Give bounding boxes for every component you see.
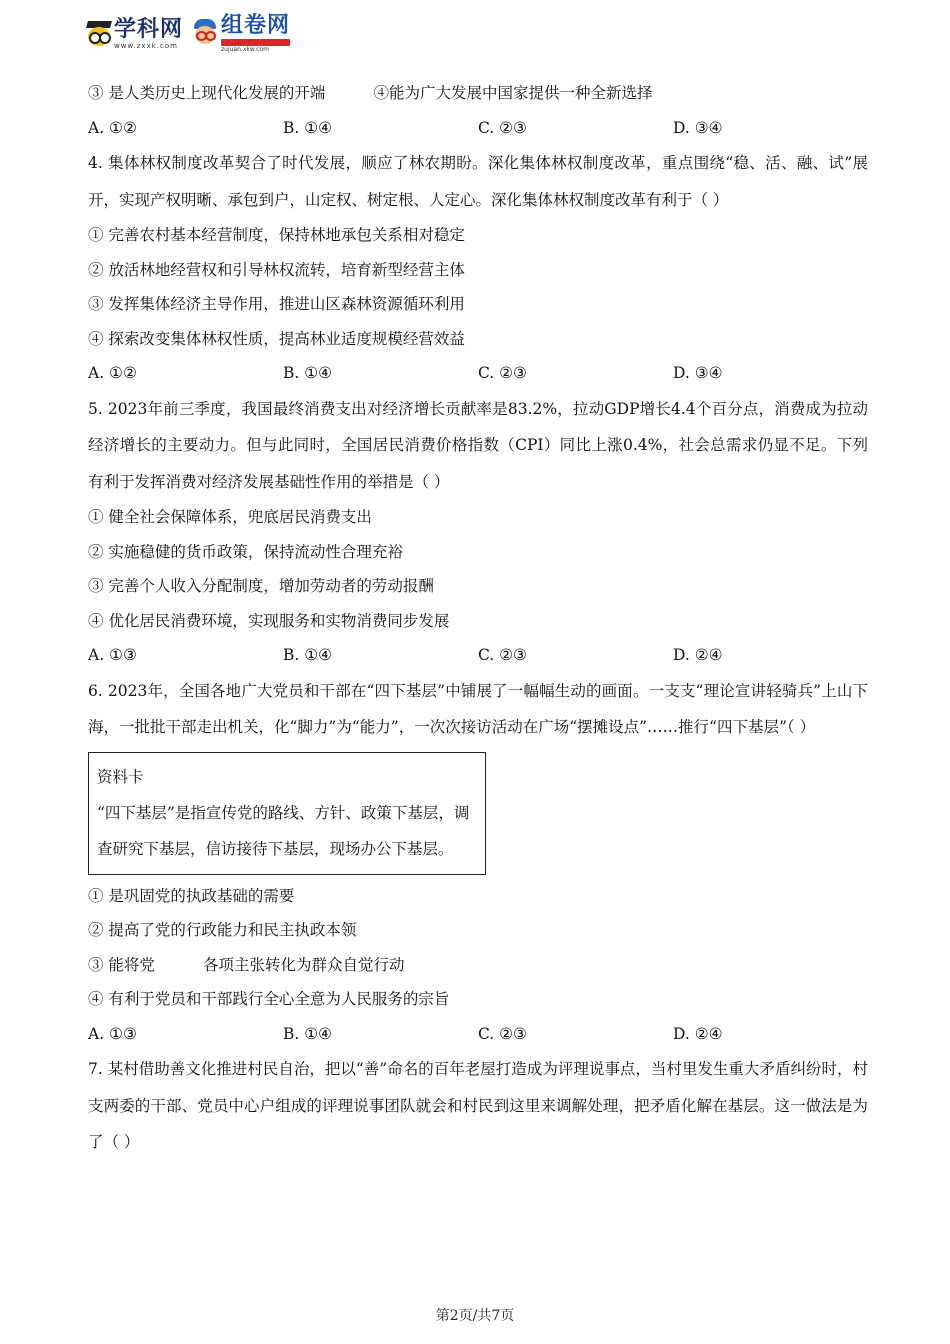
q5-option-b[interactable]: B. ①④ [283, 646, 333, 664]
q3-item-4: ④能为广大发展中国家提供一种全新选择 [373, 84, 653, 102]
q4-option-a[interactable]: A. ①② [88, 364, 137, 382]
q3-options [88, 111, 868, 146]
q5-item-1: ① 健全社会保障体系，兜底居民消费支出 [88, 508, 372, 526]
q4-item-4: ④ 探索改变集体林权性质，提高林业适度规模经营效益 [88, 329, 465, 348]
q5-options [88, 638, 868, 673]
q4-option-c[interactable]: C. ②③ [478, 364, 527, 382]
q4-option-b[interactable]: B. ①④ [283, 364, 333, 382]
q6-item-3-part-a: ③ 能将党 [88, 955, 155, 974]
q4-stem: 4. 集体林权制度改革契合了时代发展，顺应了林农期盼。深化集体林权制度改革，重点围绕“稳、活、融、试”展开，实现产权明晰、承包到户，山定权、树定根、人定心。深化集体林权制度改革有利于（ ） [88, 154, 868, 209]
q6-item-2: ② 提高了党的行政能力和民主执政本领 [88, 921, 357, 939]
q6-item-3-part-b: 各项主张转化为群众自觉行动 [202, 955, 405, 974]
q4-item-1: ① 完善农村基本经营制度，保持林地承包关系相对稳定 [88, 226, 465, 244]
q3-option-a[interactable]: A. ①② [88, 118, 137, 137]
q5-item-4: ④ 优化居民消费环境，实现服务和实物消费同步发展 [88, 611, 450, 630]
q3-option-c[interactable]: C. ②③ [478, 118, 527, 137]
q4-item-3: ③ 发挥集体经济主导作用，推进山区森林资源循环利用 [88, 295, 465, 313]
q6-option-a[interactable]: A. ①③ [88, 1024, 137, 1043]
logo2-text: 组卷网 [221, 13, 291, 38]
logo1-text: 学科网 [114, 16, 184, 42]
q3-option-b[interactable]: B. ①④ [283, 118, 333, 137]
page-header [86, 14, 290, 54]
q4-option-d[interactable]: D. ③④ [673, 364, 723, 382]
q6-option-d[interactable]: D. ②④ [673, 1024, 723, 1043]
q4-item-2: ② 放活林地经营权和引导林权流转，培育新型经营主体 [88, 260, 465, 279]
q5-option-c[interactable]: C. ②③ [478, 646, 527, 664]
q7-stem: 7. 某村借助善文化推进村民自治，把以“善”命名的百年老屋打造成为评理说事点，当村里发生重大矛盾纠纷时，村支两委的干部、党员中心户组成的评理说事团队就会和村民到这里来调解处理，把矛盾化解在基层。这一做法是为了（ ） [88, 1060, 868, 1151]
kid-mascot-icon [191, 19, 219, 49]
page-number: 第2页/共7页 [435, 1308, 515, 1324]
q5-item-3: ③ 完善个人收入分配制度，增加劳动者的劳动报酬 [88, 577, 434, 595]
q6-options [88, 1017, 868, 1052]
q6-option-b[interactable]: B. ①④ [283, 1024, 333, 1043]
info-card [88, 752, 486, 875]
q3-item-line [88, 76, 868, 111]
q6-item-1: ① 是巩固党的执政基础的需要 [88, 886, 295, 905]
logo2-subtext: zujuan.xkw.com [221, 46, 269, 53]
q3-item-3: ③ 是人类历史上现代化发展的开端 [88, 84, 326, 102]
info-card-body: “四下基层”是指宣传党的路线、方针、政策下基层，调查研究下基层，信访接待下基层，现场办公下基层。 [97, 803, 470, 858]
zujuan-logo [191, 15, 290, 53]
info-card-title: 资料卡 [97, 767, 144, 786]
q4-options [88, 356, 868, 391]
q6-item-3 [88, 948, 868, 983]
document-body [88, 76, 868, 1161]
q5-option-a[interactable]: A. ①③ [88, 646, 137, 664]
q5-stem: 5. 2023年前三季度，我国最终消费支出对经济增长贡献率是83.2%，拉动GDP增长4.4个百分点，消费成为拉动经济增长的主要动力。但与此同时，全国居民消费价格指数（CPI）同比上涨0.4%，社会总需求仍显不足。下列有利于发挥消费对经济发展基础性作用的举措是（ ） [88, 399, 868, 491]
q5-item-2: ② 实施稳健的货币政策，保持流动性合理充裕 [88, 542, 403, 561]
logo1-subtext: www.zxxk.com [114, 41, 178, 50]
q5-option-d[interactable]: D. ②④ [673, 646, 723, 664]
q6-item-4: ④ 有利于党员和干部践行全心全意为人民服务的宗旨 [88, 990, 450, 1008]
q3-option-d[interactable]: D. ③④ [673, 118, 723, 137]
zxxk-logo [86, 16, 184, 50]
q6-stem: 6. 2023年，全国各地广大党员和干部在“四下基层”中铺展了一幅幅生动的画面。一支支“理论宣讲轻骑兵”上山下海，一批批干部走出机关，化“脚力”为“能力”，一次次接访活动在广场“摆摊设点”……推行“四下基层”（ ） [88, 681, 868, 736]
q6-option-c[interactable]: C. ②③ [478, 1024, 527, 1043]
owl-mascot-icon [86, 21, 112, 47]
